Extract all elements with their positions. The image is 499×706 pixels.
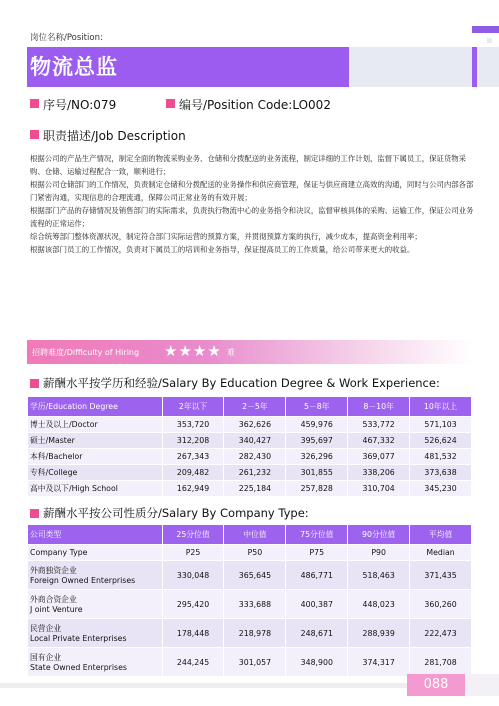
table-cell: 312,208 — [162, 433, 224, 449]
table-cell: 281,708 — [410, 648, 472, 677]
table-cell: 257,828 — [286, 481, 348, 497]
company-type-en: Foreign Owned Enterprises — [30, 576, 136, 585]
table-cell: Company Type — [28, 545, 163, 561]
table-cell: 360,260 — [410, 590, 472, 619]
table-cell: 本科/Bachelor — [28, 449, 163, 465]
table-cell: P25 — [162, 545, 224, 561]
table-cell: 486,771 — [286, 561, 348, 590]
table-cell: P75 — [286, 545, 348, 561]
header-cell: 2年以下 — [162, 397, 224, 417]
footer-accent — [465, 674, 499, 696]
table-cell: 301,057 — [224, 648, 286, 677]
table-subheader-row — [28, 545, 472, 561]
company-type-cn: 外商合资企业 — [30, 595, 77, 604]
table-cell: 333,688 — [224, 590, 286, 619]
table-cell: 338,206 — [348, 465, 410, 481]
table-cell: 高中及以下/High School — [28, 481, 163, 497]
table-cell: 526,624 — [410, 433, 472, 449]
company-table-title: 薪酬水平按公司性质分/Salary By Company Type: — [43, 506, 309, 520]
table-cell: 244,245 — [162, 648, 224, 677]
serial-number: 序号/NO:079 — [43, 98, 117, 112]
company-type-en: State Owned Enterprises — [30, 663, 127, 672]
company-type-cn: 外商独资企业 — [30, 566, 77, 575]
position-code: 编号/Position Code:LO002 — [179, 98, 331, 112]
job-description-body — [30, 152, 475, 256]
table-cell: 374,317 — [348, 648, 410, 677]
table-cell: 162,949 — [162, 481, 224, 497]
company-type-en: J oint Venture — [30, 605, 83, 614]
education-table-title: 薪酬水平按学历和经验/Salary By Education Degree & Work Experience: — [43, 376, 440, 390]
table-cell: 261,232 — [224, 465, 286, 481]
job-description-paragraph: 综合统筹部门整体资源状况，制定符合部门实际运营的预算方案，并贯彻预算方案的执行，减少成本，提高资金利用率； — [30, 232, 422, 241]
table-header-row — [28, 397, 472, 417]
table-cell: 348,900 — [286, 648, 348, 677]
company-salary-table — [27, 524, 472, 677]
job-description-paragraph: 根据部门产品的存储情况及销售部门的实际需求，负责执行物流中心的业务指令和决议，监督审核具体的采购、运输工作，保证公司业务流程的正常运作； — [30, 206, 474, 228]
table-cell: 218,978 — [224, 619, 286, 648]
bullet-square — [166, 99, 175, 108]
table-row — [28, 481, 472, 497]
table-cell: 288,939 — [348, 619, 410, 648]
table-cell: 400,387 — [286, 590, 348, 619]
table-cell: 专科/College — [28, 465, 163, 481]
position-label: 岗位名称/Position: — [30, 33, 103, 43]
table-row — [28, 433, 472, 449]
header-cell: 8－10年 — [348, 397, 410, 417]
table-row — [28, 465, 472, 481]
table-cell: 518,463 — [348, 561, 410, 590]
table-cell — [28, 648, 163, 677]
table-cell — [28, 619, 163, 648]
table-row — [28, 449, 472, 465]
bullet-square — [30, 379, 39, 388]
table-row — [28, 590, 472, 619]
table-row — [28, 619, 472, 648]
table-header-row — [28, 525, 472, 545]
difficulty-stars: ★★★★ — [164, 342, 222, 360]
table-cell: 225,184 — [224, 481, 286, 497]
table-cell — [28, 561, 163, 590]
header-cell: 2－5年 — [224, 397, 286, 417]
top-accent-bar — [472, 26, 499, 33]
header-cell: 中位值 — [224, 525, 286, 545]
table-cell: 571,103 — [410, 417, 472, 433]
table-cell: 395,697 — [286, 433, 348, 449]
table-cell: 博士及以上/Doctor — [28, 417, 163, 433]
table-cell: Median — [410, 545, 472, 561]
table-cell: 467,332 — [348, 433, 410, 449]
company-type-en: Local Private Enterprises — [30, 634, 127, 643]
header-cell: 10年以上 — [410, 397, 472, 417]
table-row — [28, 561, 472, 590]
header-cell: 平均值 — [410, 525, 472, 545]
table-cell: 248,671 — [286, 619, 348, 648]
page-number: 088 — [423, 677, 449, 692]
table-cell: 222,473 — [410, 619, 472, 648]
header-cell: 25分位值 — [162, 525, 224, 545]
job-description-paragraph: 根据公司仓储部门的工作情况，负责制定仓储和分拨配送的业务操作和供应商管理，保证与供应商建立高效的沟通，同时与公司内部各部门紧密沟通，实现信息的合理流通，保障公司正常业务的有效开展； — [30, 180, 474, 202]
table-cell: P50 — [224, 545, 286, 561]
table-cell: 330,048 — [162, 561, 224, 590]
header-cell: 5－8年 — [286, 397, 348, 417]
table-cell: 481,532 — [410, 449, 472, 465]
table-cell: 178,448 — [162, 619, 224, 648]
title-banner-stripe — [472, 47, 477, 87]
table-cell: 310,704 — [348, 481, 410, 497]
education-salary-table — [27, 396, 472, 497]
job-description-heading: 职责描述/Job Description — [43, 129, 186, 143]
table-cell: 365,645 — [224, 561, 286, 590]
header-cell: 公司类型 — [28, 525, 163, 545]
table-cell: 448,023 — [348, 590, 410, 619]
table-cell: 295,420 — [162, 590, 224, 619]
table-cell: 353,720 — [162, 417, 224, 433]
bullet-square — [30, 509, 39, 518]
table-cell: 340,427 — [224, 433, 286, 449]
difficulty-label: 招聘难度/Difficulty of Hiring — [32, 348, 140, 357]
table-cell: 369,077 — [348, 449, 410, 465]
table-cell: 345,230 — [410, 481, 472, 497]
table-cell: 459,976 — [286, 417, 348, 433]
company-type-cn: 民营企业 — [30, 624, 62, 633]
table-cell: 209,482 — [162, 465, 224, 481]
job-description-paragraph: 根据该部门员工的工作情况，负责对下属员工的培训和业务指导，保证提高员工的工作质量，给公司带来更大的收益。 — [30, 245, 415, 254]
company-type-cn: 国有企业 — [30, 653, 62, 662]
footer-line — [0, 683, 407, 688]
header-cell: 学历/Education Degree — [28, 397, 163, 417]
table-cell — [28, 590, 163, 619]
table-row — [28, 648, 472, 677]
table-cell: 362,626 — [224, 417, 286, 433]
table-cell: 301,855 — [286, 465, 348, 481]
job-description-paragraph: 根据公司的产品生产情况，制定全面的物流采购业务、仓储和分拨配送的业务流程，制定详细的工作计划，监督下属员工，保证货物采购、仓储、运输过程配合一致，顺利进行； — [30, 154, 467, 176]
bullet-square — [30, 99, 39, 108]
table-cell: 533,772 — [348, 417, 410, 433]
header-cell: 90分位值 — [348, 525, 410, 545]
difficulty-level: 难 — [227, 348, 235, 357]
table-cell: 371,435 — [410, 561, 472, 590]
table-cell: 硕士/Master — [28, 433, 163, 449]
table-cell: 267,343 — [162, 449, 224, 465]
table-row — [28, 417, 472, 433]
table-cell: 373,638 — [410, 465, 472, 481]
header-cell: 75分位值 — [286, 525, 348, 545]
table-cell: P90 — [348, 545, 410, 561]
bullet-square — [30, 130, 39, 139]
table-cell: 282,430 — [224, 449, 286, 465]
page-title: 物流总监 — [30, 55, 118, 79]
top-accent-square — [487, 38, 492, 43]
table-cell: 326,296 — [286, 449, 348, 465]
